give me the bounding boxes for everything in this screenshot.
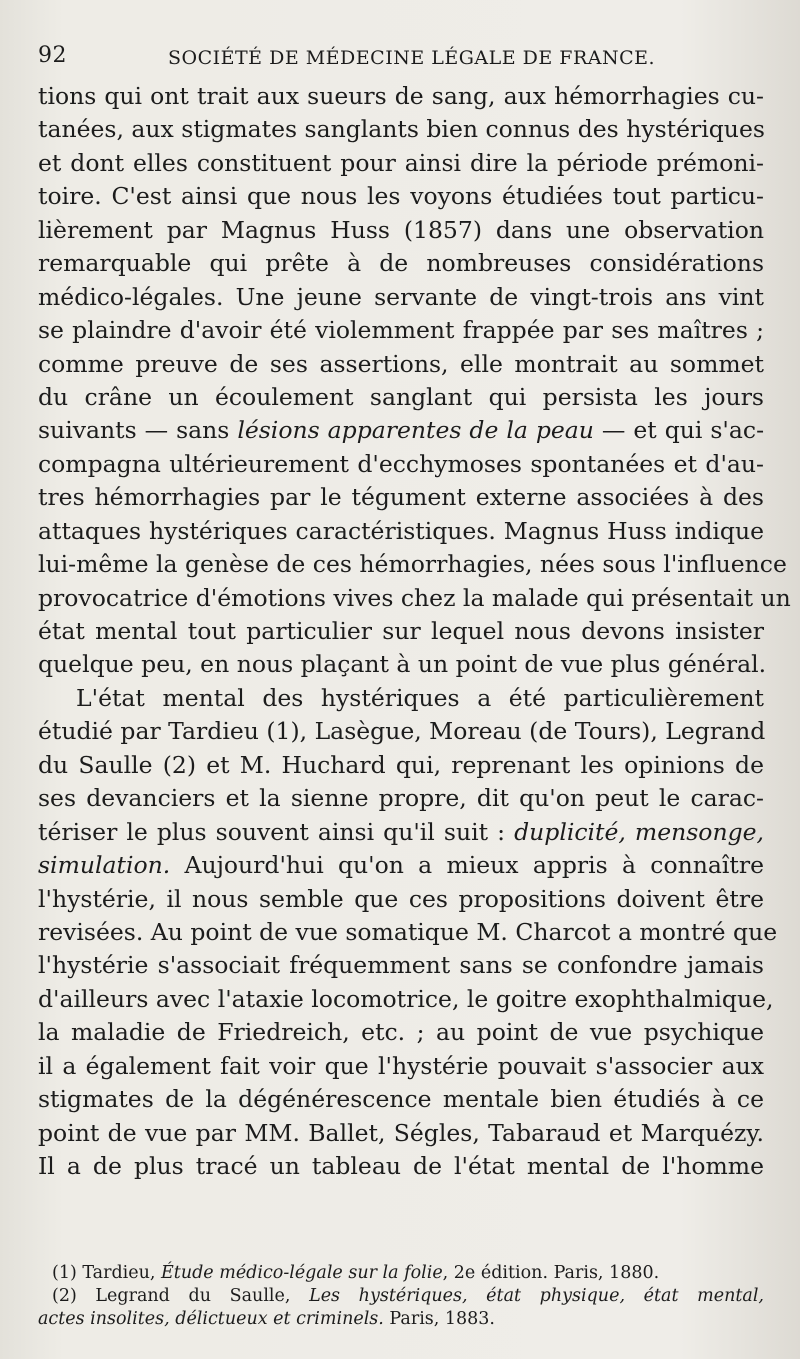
text-line: médico-légales. Une jeune servante de vingt-trois ans vint	[38, 282, 764, 311]
text-line: d'ailleurs avec l'ataxie locomotrice, le goitre exophthalmique,	[38, 984, 774, 1013]
footnote-title: actes insolites, délictueux et criminels.	[38, 1309, 384, 1329]
footnote-2-continued	[38, 1308, 764, 1331]
text-line	[38, 414, 764, 447]
text-line: lui-même la genèse de ces hémorrhagies, nées sous l'influence	[38, 550, 787, 579]
text-line: provocatrice d'émotions vives chez la malade qui présentait un	[38, 583, 791, 612]
text-line	[38, 816, 764, 849]
text-segment: suivants — sans	[38, 416, 238, 445]
text-line: la maladie de Friedreich, etc. ; au point de vue psychique	[38, 1018, 764, 1047]
footnote-title: Étude médico-légale sur la folie	[161, 1263, 443, 1283]
body-text	[38, 80, 791, 1183]
text-line: point de vue par MM. Ballet, Ségles, Tabaraud et Marquézy.	[38, 1118, 764, 1147]
footnotes	[38, 1262, 764, 1331]
text-line: compagna ultérieurement d'ecchymoses spontanées et d'au-	[38, 449, 764, 478]
text-line: attaques hystériques caractéristiques. Magnus Huss indique	[38, 516, 764, 545]
footnote-text: (1) Tardieu,	[52, 1263, 162, 1283]
text-line: L'état mental des hystériques a été particulièrement	[76, 683, 764, 712]
running-title: SOCIÉTÉ DE MÉDECINE LÉGALE DE FRANCE.	[168, 47, 656, 69]
text-line: l'hystérie s'associait fréquemment sans se confondre jamais	[38, 951, 764, 980]
text-line: état mental tout particulier sur lequel nous devons insister	[38, 617, 764, 645]
text-line: tions qui ont trait aux sueurs de sang, aux hémorrhagies cu-	[38, 82, 764, 110]
italic-phrase: lésions apparentes de la peau	[237, 416, 594, 445]
text-line	[38, 849, 764, 882]
text-line: comme preuve de ses assertions, elle montrait au sommet	[38, 349, 764, 378]
footnote-text: (2) Legrand du Saulle,	[52, 1286, 310, 1306]
text-segment: tériser le plus souvent ainsi qu'il suit :	[38, 817, 515, 846]
text-line: étudié par Tardieu (1), Lasègue, Moreau (de Tours), Legrand	[38, 717, 766, 746]
footnote-1	[38, 1262, 764, 1285]
footnote-text: Paris, 1883.	[383, 1309, 495, 1329]
text-line: et dont elles constituent pour ainsi dire la période prémoni-	[38, 148, 764, 177]
text-line: ses devanciers et la sienne propre, dit qu'on peut le carac-	[38, 784, 764, 813]
text-line: tres hémorrhagies par le tégument externe associées à des	[38, 483, 764, 512]
page-header	[38, 38, 758, 74]
footnote-2	[38, 1285, 764, 1308]
text-line: lièrement par Magnus Huss (1857) dans une observation	[38, 215, 764, 244]
text-line: stigmates de la dégénérescence mentale bien étudiés à ce	[38, 1085, 764, 1114]
text-line: il a également fait voir que l'hystérie pouvait s'associer aux	[38, 1051, 764, 1080]
text-segment: — et qui s'ac-	[593, 416, 765, 445]
text-line: remarquable qui prête à de nombreuses considérations	[38, 249, 764, 278]
italic-phrase: duplicité, mensonge,	[514, 817, 764, 846]
text-line: tanées, aux stigmates sanglants bien connus des hystériques	[38, 115, 765, 144]
text-line: du crâne un écoulement sanglant qui persista les jours	[38, 382, 764, 411]
text-line: se plaindre d'avoir été violemment frappée par ses maîtres ;	[38, 316, 764, 345]
text-line: Il a de plus tracé un tableau de l'état mental de l'homme	[38, 1152, 764, 1180]
text-line: revisées. Au point de vue somatique M. Charcot a montré que	[38, 917, 778, 946]
text-segment: Aujourd'hui qu'on a mieux appris à connaître	[170, 851, 764, 880]
page-number: 92	[38, 43, 67, 68]
text-line: toire. C'est ainsi que nous les voyons étudiées tout particu-	[38, 182, 764, 211]
text-line: quelque peu, en nous plaçant à un point de vue plus général.	[38, 650, 767, 679]
text-line: du Saulle (2) et M. Huchard qui, reprenant les opinions de	[38, 750, 764, 779]
footnote-title: Les hystériques, état physique, état mental,	[309, 1286, 764, 1306]
italic-phrase: simulation.	[38, 851, 171, 880]
text-line: l'hystérie, il nous semble que ces propositions doivent être	[38, 884, 764, 913]
footnote-text: , 2e édition. Paris, 1880.	[442, 1263, 660, 1283]
